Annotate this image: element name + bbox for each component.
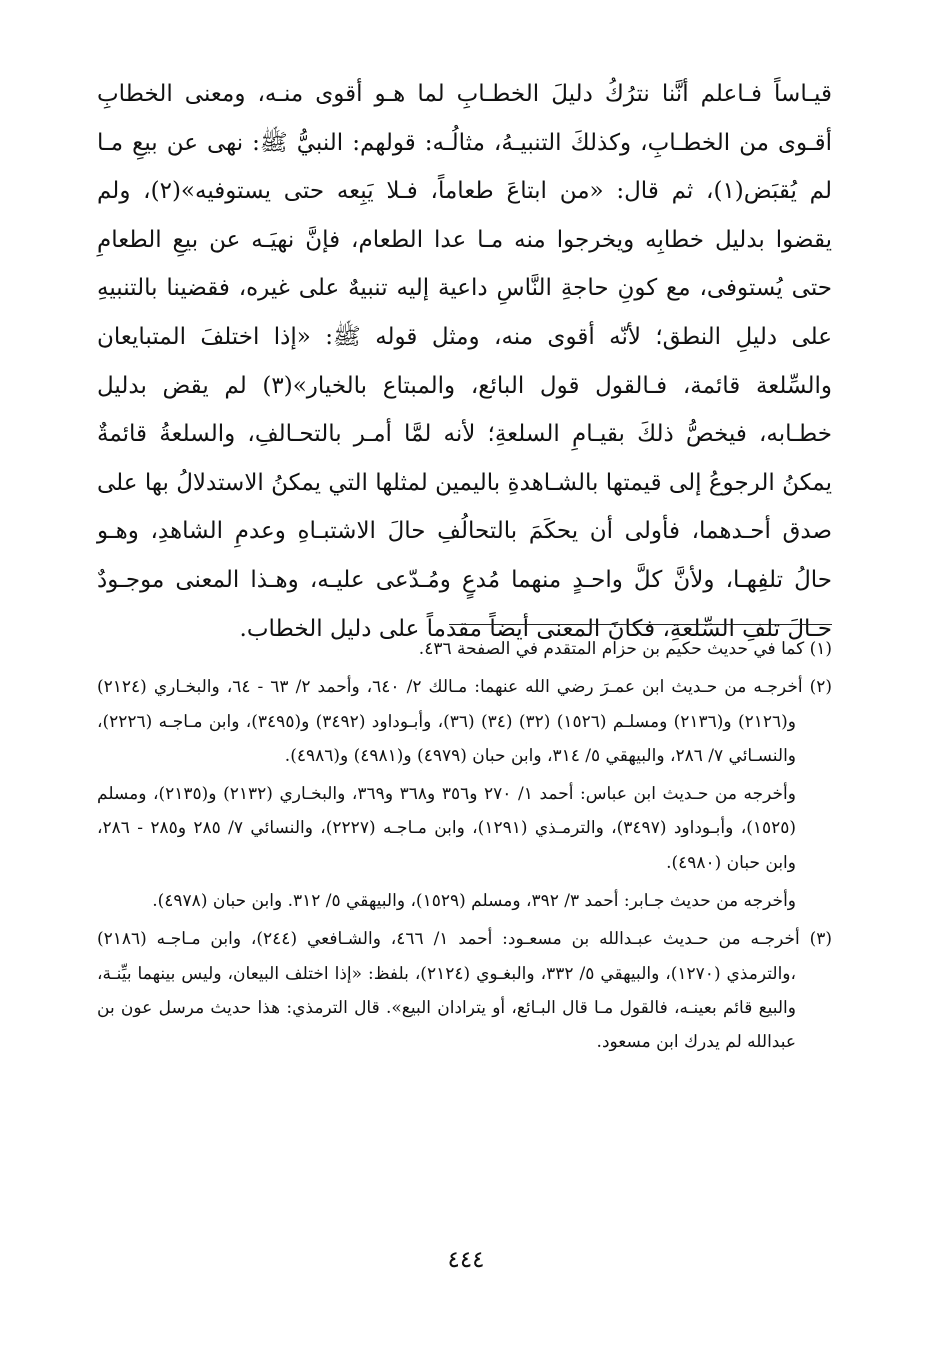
main-text-block — [97, 70, 832, 653]
footnote-1: (١) كما في حديث حكيم بن حزام المتقدم في الصفحة ٤٣٦. — [418, 639, 832, 659]
footnote-2-jabir: وأخرجه من حديث جـابر: أحمد ٣/ ٣٩٢، ومسلم (١٥٢٩)، والبيهقي ٥/ ٣١٢. وابن حبان (٤٩٧٨). — [152, 891, 796, 912]
footnote-2: (٢) أخرجـه من حـديث ابن عمـرَ رضي الله عنهما: مـالك ٢/ ٦٤٠، وأحمد ٢/ ٦٣ - ٦٤، والبخـاري (٢١٢٤) و(٢١٢٦) و(٢١٣٦) ومسلـم (١٥٢٦) (٣٢) (٣٤) (٣٦)، وأبـوداود (٣٤٩٢) و(٣٤٩٥)، وابن مـاجـه (٢٢٢٦)، والنسـائي ٧/ ٢٨٦، والبيهقي ٥/ ٣١٤، وابن حبان (٤٩٧٩) و(٤٩٨١) و(٤٩٨٦). — [97, 677, 832, 766]
footnote-2-ibn-abbas: وأخرجه من حـديث ابن عباس: أحمد ١/ ٢٧٠ و٣٥٦ و٣٦٨ و٣٦٩، والبخـاري (٢١٣٢) و(٢١٣٥)، ومسلم (١٥٢٥)، وأبـوداود (٣٤٩٧)، والترمـذي (١٢٩١)، وابن مـاجـه (٢٢٢٧)، والنسائي ٧/ ٢٨٥ و٢٨٥ - ٢٨٦، وابن حبان (٤٩٨٠). — [97, 784, 797, 873]
footnotes-block — [97, 632, 832, 1064]
page-number: ٤٤٤ — [447, 1247, 485, 1273]
main-paragraph: قيـاساً فـاعلم أنَّنا نترُكُ دليلَ الخطـابِ لما هـو أقوى منـه، ومعنى الخطابِ أقـوى من الخطـابِ، وكذلكَ التنبيـهُ، مثالُـه: قولهم: النبيُّ ﷺ: نهى عن بيعِ مـا لم يُقبَض(١)، ثم قال: «من ابتاعَ طعاماً، فـلا يَبِعه حتى يستوفيه»(٢)، ولم يقضوا بدليل خطابِه ويخرجوا منه مـا عدا الطعام، فإنَّ نهيَـه عن بيعِ الطعامِ حتى يُستوفى، مع كونِ حاجةِ النَّاسِ داعية إليه تنبيهٌ على غيره، فقضينا بالتنبيهِ على دليلِ النطق؛ لأنّه أقوى منه، ومثل قوله ﷺ: «إذا اختلفَ المتبايعان والسِّلعة قائمة، فـالقول قول البائع، والمبتاع بالخيار»(٣) لم يقض بدليل خطـابه، فيخصُّ ذلكَ بقيـامِ السلعةِ؛ لأنه لمَّا أمـر بالتحـالفِ، والسلعةُ قائمةٌ يمكنُ الرجوعُ إلى قيمتها بالشـاهدةِ باليمين لمثلها التي يمكنُ الاستدلالُ بها على صدق أحـدهما، فأولى أن يحكَمَ بالتحالُفِ حالَ الاشتبـاهِ وعدمِ الشاهدِ، وهـو حالُ تلفِهـا، ولأنَّ كلَّ واحـدٍ منهما مُدعٍ ومُـدّعى عليـه، وهـذا المعنى موجـودٌ حـالَ تلفِ السِّلعةِ، فكانَ المعنى أيضاً مقدماً على دليل الخطاب. — [97, 81, 833, 642]
footnote-separator — [449, 624, 832, 625]
footnote-3: (٣) أخرجـه من حـديث عبـدالله بن مسعـود: أحمد ١/ ٤٦٦، والشـافعي (٢٤٤)، وابن مـاجـه (٢١٨٦) ،والترمذي (١٢٧٠)، والبيهقي ٥/ ٣٣٢، والبغـوي (٢١٢٤)، بلفظ: «إذا اختلف البيعان، وليس بينهما بيِّنـة، والبيع قائم بعينـه، فالقول مـا قال البـائع، أو يترادان البيع». قال الترمذي: هذا حديث مرسل عون بن عبدالله لم يدرك ابن مسعود. — [97, 929, 832, 1053]
